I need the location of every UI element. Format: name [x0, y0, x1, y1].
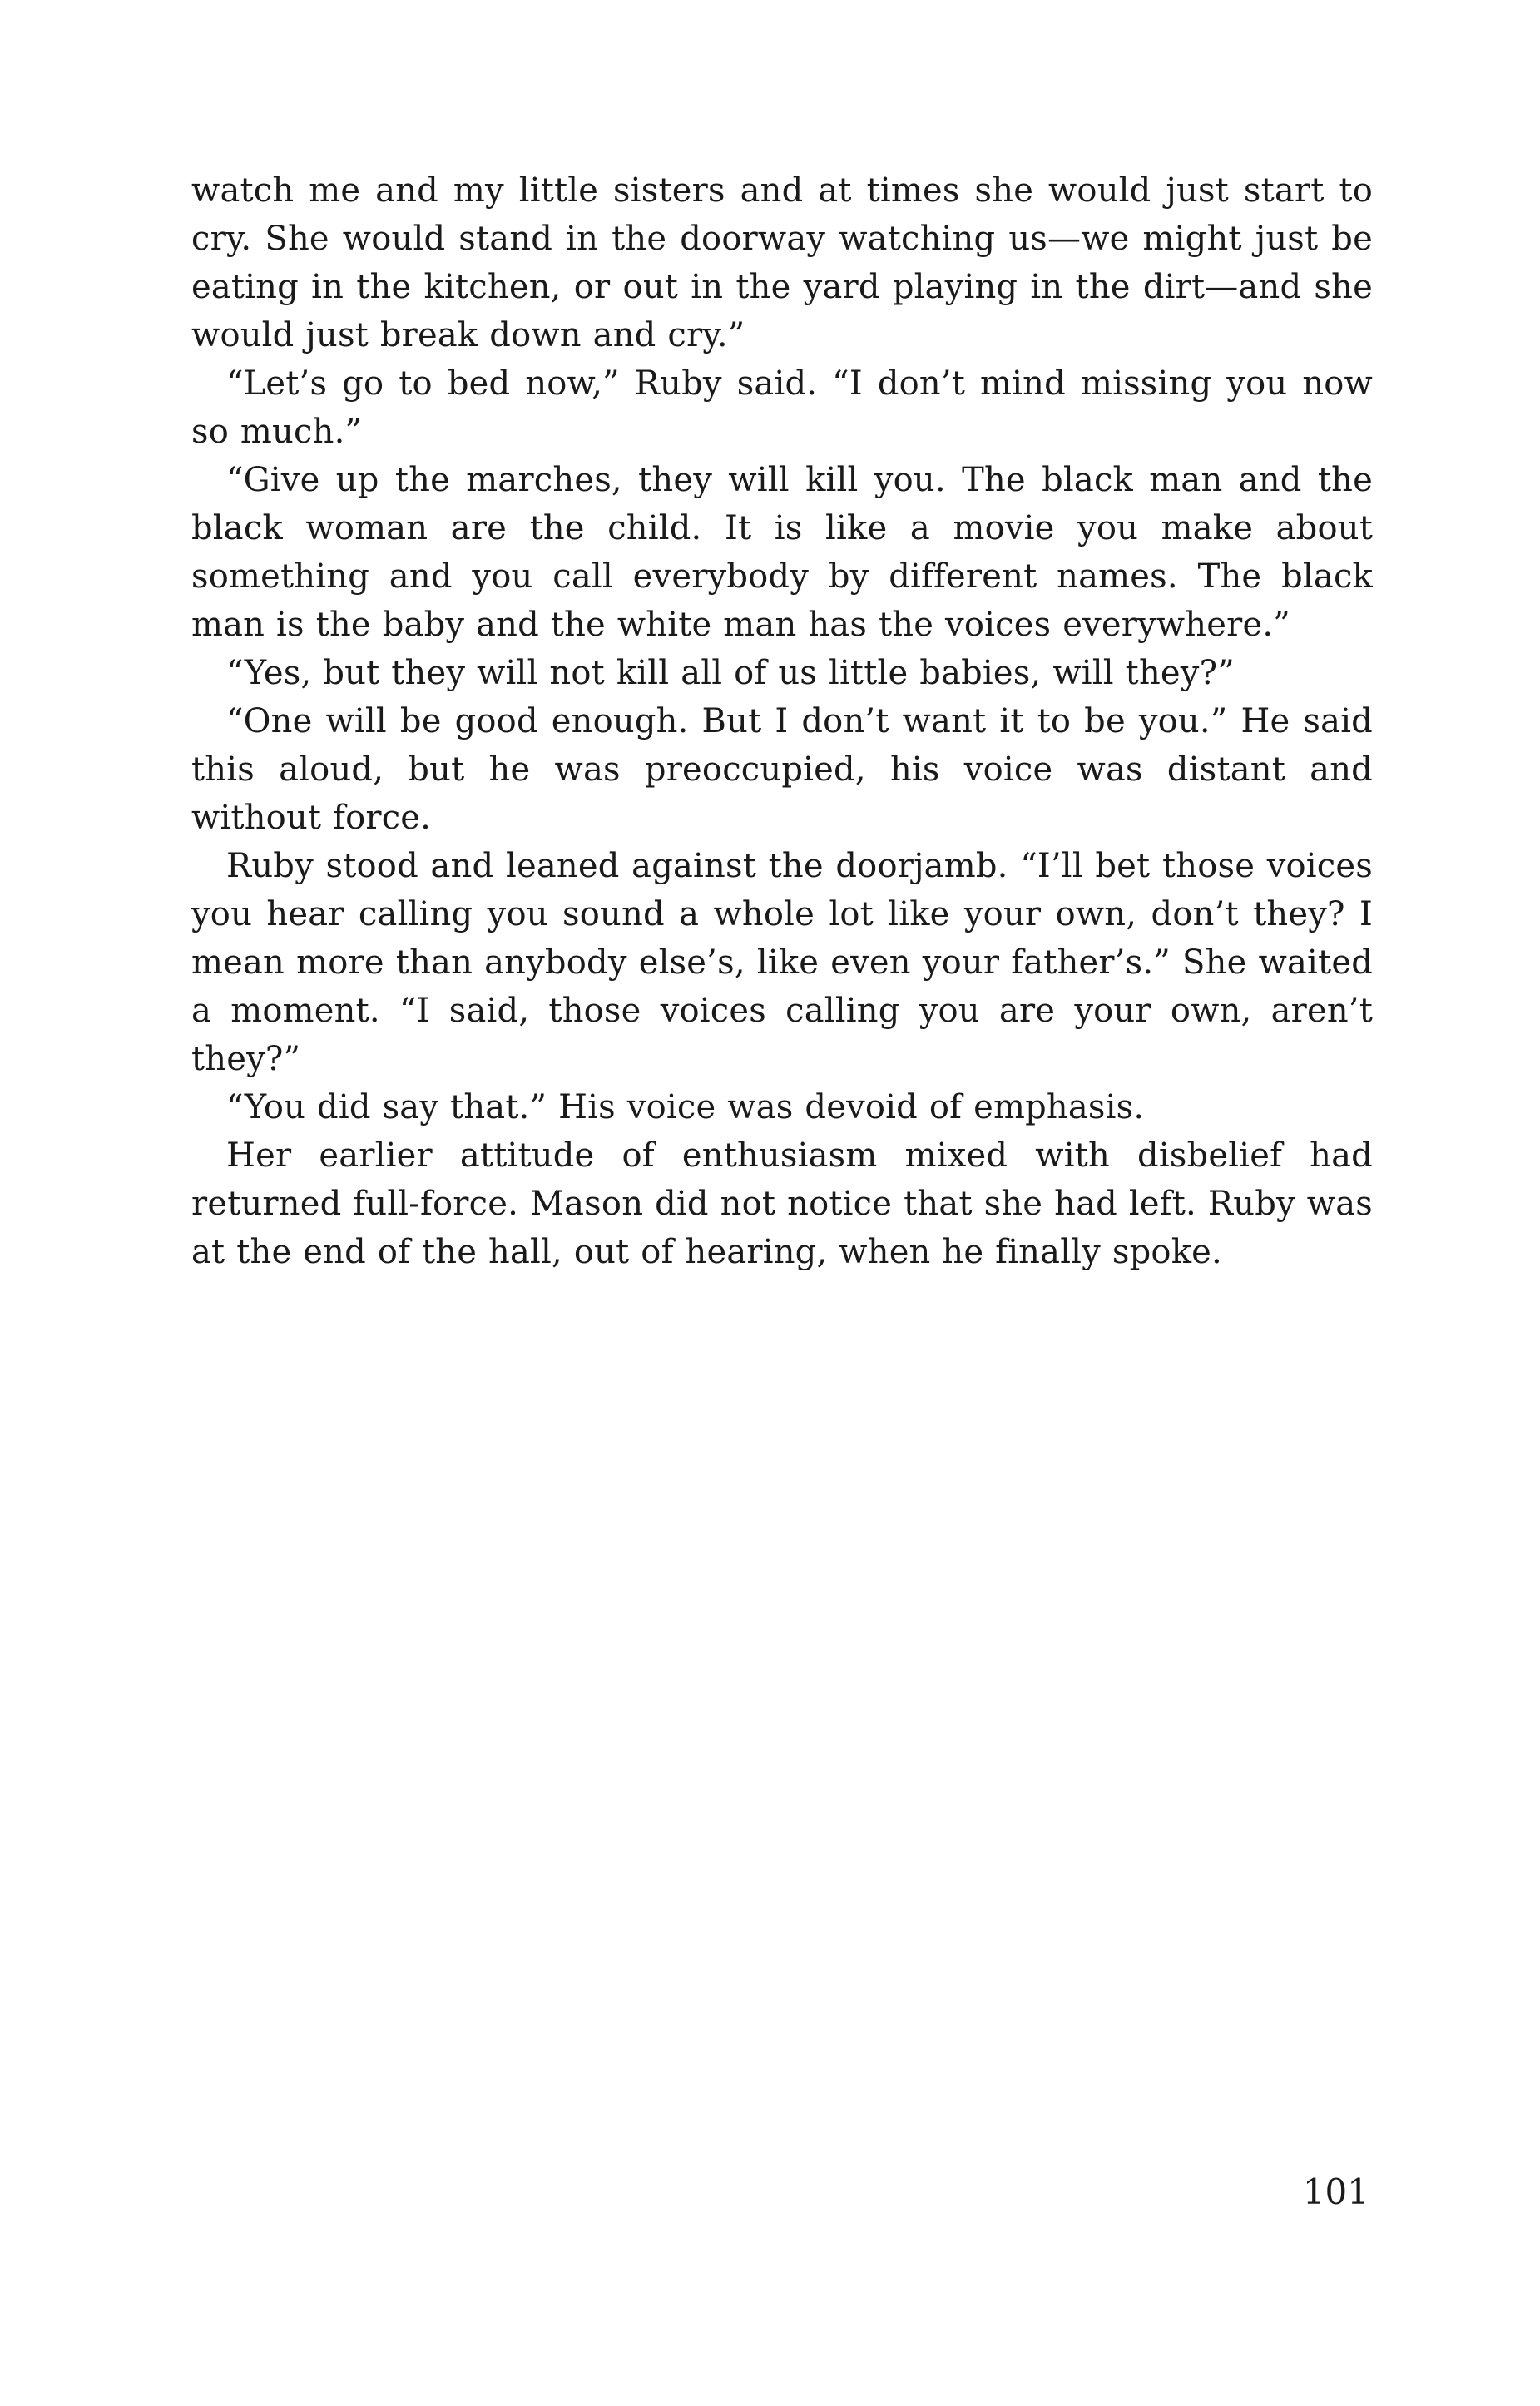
paragraph: “One will be good enough. But I don’t want it to be you.” He said this aloud, but he was preoccupied, his voice was distant and without force.	[191, 702, 1373, 837]
body-text	[191, 166, 1373, 1276]
paragraph: “Yes, but they will not kill all of us little babies, will they?”	[226, 654, 1235, 692]
paragraph: watch me and my little sisters and at times she would just start to cry. She would stand in the doorway watching us—we might just be eating in the kitchen, or out in the yard playing in the dirt—and she would just break down and cry.”	[191, 171, 1373, 354]
paragraph: “Let’s go to bed now,” Ruby said. “I don’t mind missing you now so much.”	[191, 364, 1373, 451]
paragraph: Her earlier attitude of enthusiasm mixed with disbelief had returned full-force. Mason did not notice that she had left. Ruby was at the end of the hall, out of hearing, when he finally spoke.	[191, 1136, 1373, 1271]
paragraph: Ruby stood and leaned against the doorjamb. “I’ll bet those voices you hear calling you sound a whole lot like your own, don’t they? I mean more than anybody else’s, like even your father’s.” She waited a moment. “I said, those voices calling you are your own, aren’t they?”	[191, 847, 1373, 1078]
paragraph: “You did say that.” His voice was devoid of emphasis.	[226, 1088, 1145, 1126]
page-number: 101	[1302, 2171, 1369, 2212]
paragraph: “Give up the marches, they will kill you. The black man and the black woman are the child. It is like a movie you make about something and you call everybody by different names. The black man is the baby and the white man has the voices everywhere.”	[191, 461, 1373, 644]
